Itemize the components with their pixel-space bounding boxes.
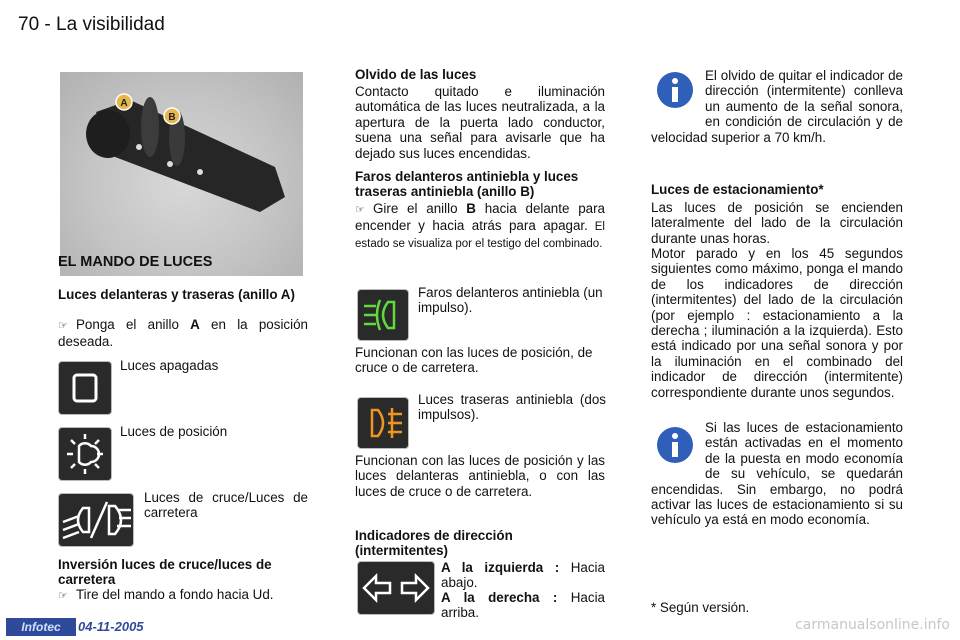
indicator-right: A la derecha : Hacia arriba. [441, 590, 605, 621]
front-fog-icon [357, 289, 409, 341]
indicator-left: A la izquierda : Hacia abajo. [441, 560, 605, 591]
front-fog-label: Faros delanteros antiniebla (un impulso). [418, 285, 603, 316]
info-note-1: El olvido de quitar el indicador de dirección (intermitente) conlleva un aumento de la señal sonora, en condición de circulación y de velocidad superior a 70 km/h. [651, 68, 903, 145]
front-fog-text: Funcionan con las luces de posición, de cruce o de carretera. [355, 345, 593, 376]
ring-a-label: A [120, 98, 128, 109]
fog-bullet: ☞ Gire el anillo B hacia delante para encender y hacia atrás para apagar. El estado se visualiza por el testigo del combinado. [355, 201, 605, 251]
rear-fog-label: Luces traseras antiniebla (dos impulsos). [418, 392, 606, 423]
sub2-bullet: ☞ Tire del mando a fondo hacia Ud. [58, 587, 308, 604]
sub1-bullet: ☞ Ponga el anillo A en la posición deseada. [58, 317, 308, 350]
fog-title: Faros delanteros antiniebla y luces traseras antiniebla (anillo B) [355, 169, 579, 200]
pointer-icon: ☞ [58, 590, 68, 602]
parking-text-1: Las luces de posición se encienden lateralmente del lado de la circulación durante unas horas. [651, 200, 903, 246]
rear-fog-icon [357, 397, 409, 449]
pointer-icon: ☞ [355, 204, 365, 216]
section-title: EL MANDO DE LUCES [58, 254, 213, 270]
indicator-arrows-icon [357, 561, 435, 615]
rear-fog-text: Funcionan con las luces de posición y las luces delanteras antiniebla, o con las luces de cruce o de carretera. [355, 453, 605, 499]
page-number: 70 [18, 14, 40, 35]
indicators-title: Indicadores de dirección (intermitentes) [355, 528, 513, 559]
item-position-label: Luces de posición [120, 424, 228, 439]
item-off-label: Luces apagadas [120, 358, 219, 373]
page-header [18, 14, 165, 36]
light-stalk-illustration [60, 72, 303, 276]
beam-lights-icon [58, 493, 134, 547]
parking-text-2: Motor parado y en los 45 segundos siguientes como máximo, ponga el mando de los indicadores de dirección (intermitentes) del lado de la circulación (por ejemplo : estacionamiento a la derecha ; iluminación a la izquierda). Esto está indicado por una señal sonora y por la iluminación en el combinado del indicador de dirección (intermitente) correspondiente durante unos segundos. [651, 246, 903, 400]
position-lights-icon [58, 427, 112, 481]
ring-b-label: B [168, 112, 176, 123]
sub1-title: Luces delanteras y traseras (anillo A) [58, 287, 295, 302]
infotec-logo: Infotec [6, 618, 76, 636]
light-stalk-photo [60, 72, 303, 276]
footnote: * Según versión. [651, 600, 750, 615]
parking-title: Luces de estacionamiento* [651, 182, 824, 197]
watermark-url: carmanualsonline.info [795, 617, 950, 633]
lights-off-icon [58, 361, 112, 415]
forget-title: Olvido de las luces [355, 67, 477, 82]
page-title: - La visibilidad [44, 14, 165, 35]
forget-text: Contacto quitado e iluminación automática de las luces neutralizada, a la apertura de la puerta lado conductor, suena una señal para avisarle que ha dejado sus luces encendidas. [355, 84, 605, 161]
pointer-icon: ☞ [58, 320, 68, 332]
sub2-title: Inversión luces de cruce/luces de carretera [58, 557, 272, 588]
info-note-2: Si las luces de estacionamiento están activadas en el momento de la puesta en modo economía de su vehículo, se quedarán encendidas. Sin embargo, no podrá activar las luces de estacionamiento si su vehículo ya está en modo economía. [651, 420, 903, 528]
print-date: 04-11-2005 [78, 619, 144, 634]
item-beam-label: Luces de cruce/Luces de carretera [144, 490, 308, 521]
